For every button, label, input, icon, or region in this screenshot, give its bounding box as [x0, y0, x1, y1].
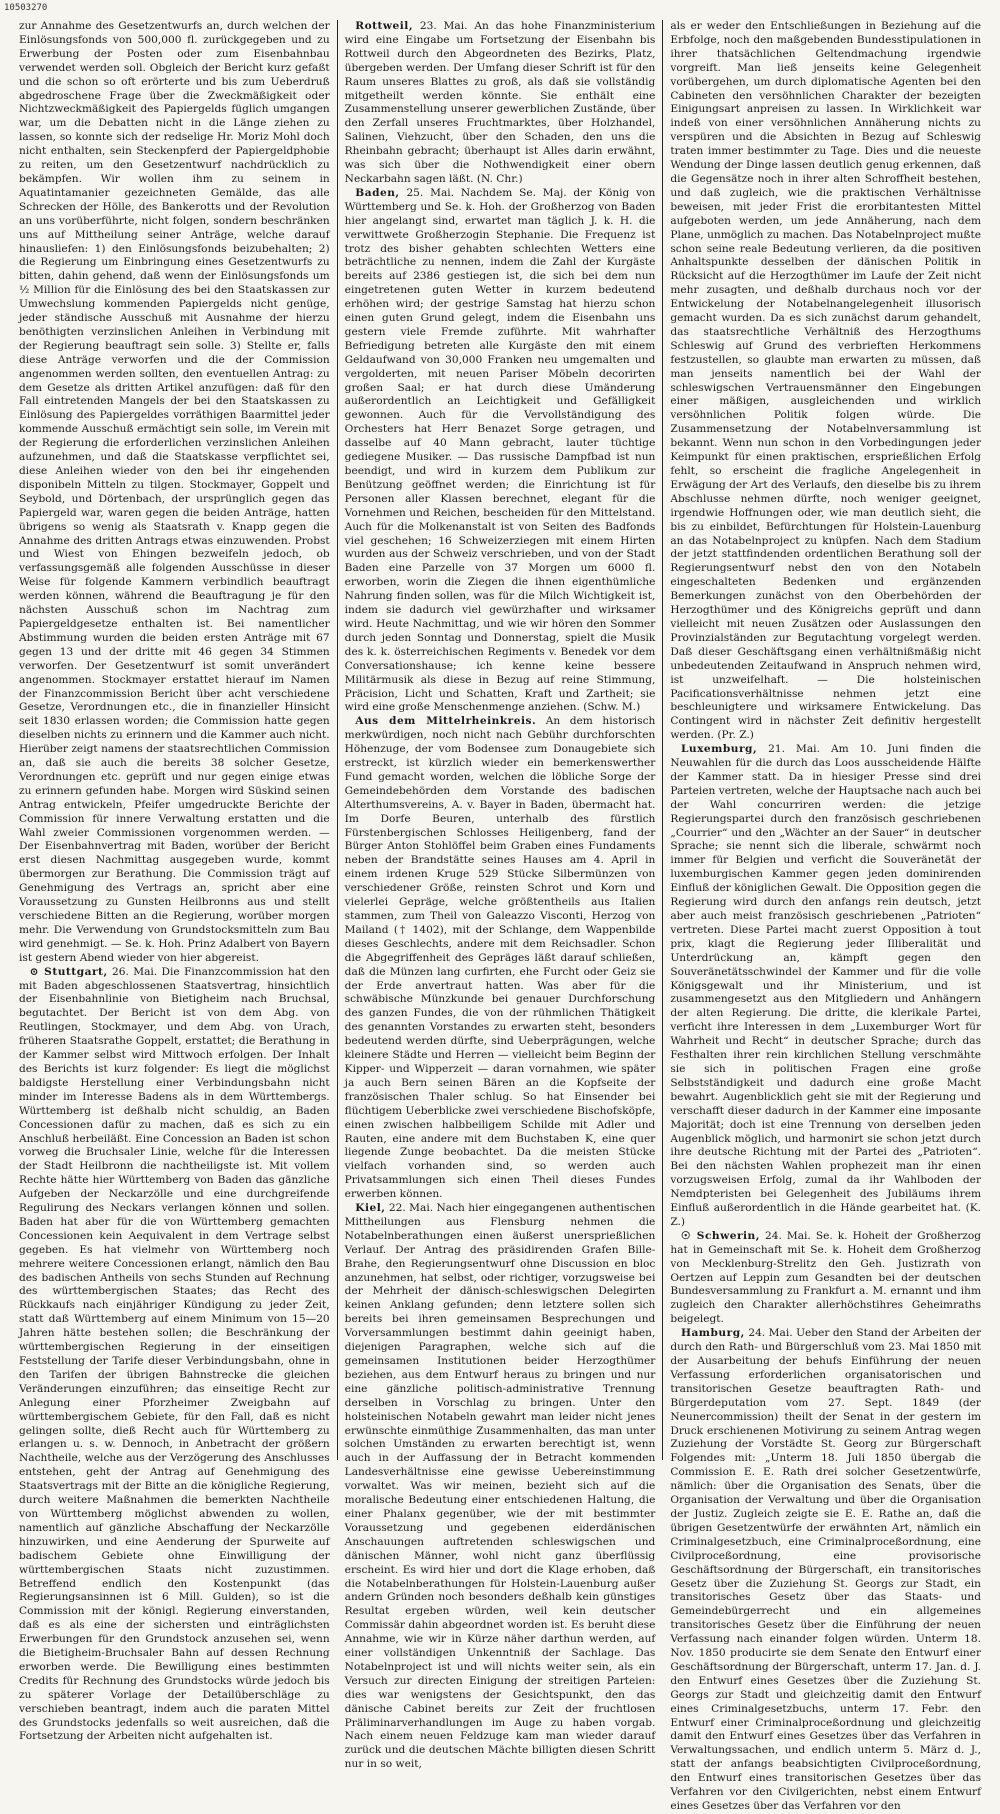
- article-paragraph: [19, 20, 330, 966]
- article-text: 22. Mai. Nach hier eingegangenen authentischen Mittheilungen aus Flensburg nehmen die Notabelnberathungen einen äußerst unersprießlichen Verlauf. Der Antrag des präsidirenden Grafen Bille-Brahe, den Regierungsentwurf ohne Discussion en bloc anzunehmen, hat selbst, oder richtiger, vorzugsweise bei der Mehrheit der dänisch-schleswigschen Delegirten keinen Anklang gefunden; denn letztere sollen sich bereits bei ihren gemeinsamen Besprechungen und Vorversammlungen bestimmt dahin geeinigt haben, diejenigen Paragraphen, welche sich auf die gemeinsamen Institutionen beider Herzogthümer beziehen, aus dem Entwurf heraus zu bringen und nur eine gänzliche politisch-administrative Trennung derselben in Vorschlag zu bringen. Unter den holsteinischen Notabeln gewahrt man leider nicht jenes erwünschte einmüthige Zusammenhalten, das man unter solchen Umständen zu erwarten berechtigt ist, wenn auch in der Auffassung der in Betracht kommenden Landesverhältnisse eine gewisse Uebereinstimmung vorwaltet. Was wir meinen, bezieht sich auf die moralische Bedeutung einer entschiedenen Haltung, die einer Phalanx gegenüber, wie der mit bestimmter Voraussetzung und gegebenen eiderdänischen Anschauungen auftretenden schleswigschen und dänischen Männer, wohl nicht ganz überflüssig erscheint. Es wird hier und dort die Klage erhoben, daß die Notabelnberathungen für Holstein-Lauenburg außer andern Gründen noch besonders deßhalb kein günstiges Resultat ergeben würden, weil kein deutscher Commissär dahin abgeordnet worden ist. Es beruht diese Annahme, wie wir in Kürze näher darthun werden, auf einer vollständigen Unkenntniß der Sachlage. Das Notabelnproject ist und will nichts weiter sein, als ein Versuch zur directen Einigung der streitigen Parteien: dies war wenigstens der Gesichtspunkt, den das dänische Cabinet bereits zur Zeit der fruchtlosen Präliminarverhandlungen im Auge zu haben vorgab. Nach einem neuen Feldzuge kam man wieder darauf zurück und die deutschen Mächte billigten diesen Schritt nur in so weit,: [344, 1202, 656, 1771]
- article-text: 24. Mai. Ueber den Stand der Arbeiten der durch den Rath- und Bürgerschluß vom 23. Mai 1850 mit der Ausarbeitung der behufs Einführung der neuen Verfassung erforderlichen organisatorischen und transitorischen Gesetze beauftragten Rath- und Bürgerdeputation vom 27. Sept. 1849 (der Neunercommission) theilt der Senat in der gestern im Druck erschienenen Motivirung zu seinem Antrag wegen Zuziehung der Vorstädte St. Georg zur Bürgerschaft Folgendes mit: „Unterm 18. Juli 1850 übergab die Commission E. E. Rath drei solcher Gesetzentwürfe, nämlich: über die Organisation des Senats, über die Organisation der Verwaltung und über die Organisation der Justiz. Zugleich zeigte sie E. E. Rathe an, daß die übrigen Gesetzentwürfe der erwähnten Art, nämlich ein Criminalgesetzbuch, eine Criminalproceßordnung, eine Civilproceßordnung, eine provisorische Geschäftsordnung der Bürgerschaft, ein transitorisches Gesetz über die Zuziehung St. Georgs zur Stadt, ein transitorisches Gesetz über das Staats- und Gemeindebürgerrecht und ein allgemeines transitorisches Gesetz über die Einführung der neuen Verfassung nach einander folgen würden. Unterm 18. Nov. 1850 producirte sie dem Senate den Entwurf einer Geschäftsordnung der Bürgerschaft, unterm 17. Jan. d. J. den Entwurf eines Gesetzes über die Zuziehung St. Georgs zur Stadt und gleichzeitig damit den Entwurf eines Criminalgesetzbuchs, unterm 17. Febr. den Entwurf einer Criminalproceßordnung und gleichzeitig damit den Entwurf eines Gesetzes über das Verfahren in Verwaltungssachen, und endlich unterm 5. März d. J., statt der anfangs beabsichtigten Civilproceßordnung, den Entwurf eines transitorischen Gesetzes über das Verfahren vor den Civilgerichten, nebst einem Entwurf eines Gesetzes über das Verfahren vor den: [670, 1327, 982, 1812]
- article-paragraph: [670, 20, 981, 743]
- article-paragraph: [19, 966, 330, 1745]
- newspaper-columns: [12, 20, 988, 1812]
- dateline: ⊙ Stuttgart,: [29, 965, 108, 978]
- article-paragraph: [345, 715, 656, 1202]
- article-text: 26. Mai. Die Finanzcommission hat den mit Baden abgeschlossenen Staatsvertrag, hinsichtlich der Eisenbahnlinie von Bietigheim nach Bruchsal, begutachtet. Der Bericht ist von dem Abg. von Reutlingen, Stockmayer, und dem Abg. von Urach, früheren Staatsrathe Goppelt, erstattet; die Berathung in der Kammer selbst wird Mittwoch erfolgen. Der Inhalt des Berichts ist kurz folgender: Es liegt die möglichst baldigste Herstellung einer Verbindungsbahn nicht minder im Interesse Badens als in dem Württembergs. Württemberg ist deßhalb nicht schuldig, an Baden Concessionen dafür zu machen, daß es sich zu ein Anschluß herbeiläßt. Eine Concession an Baden ist schon vorweg die Bruchsaler Linie, welche für die Interessen der Stadt Heilbronn die nachtheiligste ist. Mit vollem Rechte hätte hier Württemberg von Baden das gänzliche Aufgeben der Neckarzölle und eine durchgreifende Regulirung des Neckars verlangen können und sollen. Baden hat aber für die von Württemberg gemachten Concessionen kein Aequivalent in dem Vertrage selbst gegeben. Es hat vielmehr von Württemberg noch mehrere weitere Concessionen erlangt, nämlich den Bau des badischen Antheils von sechs Stunden auf Rechnung des württembergischen Staates; das Recht des Rückkaufs nach einjähriger Kündigung zu jeder Zeit, statt daß Württemberg auf einem Minimum von 15—20 Jahren hätte bestehen sollen; die Beschränkung der württembergischen Regierung in der einseitigen Feststellung der Tarife dieser Verbindungsbahn, ohne in den Tarifen der übrigen Bahnstrecke die gleichen Veränderungen einzuführen; das einseitige Recht zur Anlegung einer Pforzheimer Zweigbahn auf württembergischem Gebiete, für den Fall, daß es nicht gelingen sollte, dieß Recht auch für Württemberg zu erlangen u. s. w. Dennoch, in Anbetracht der größern Nachtheile, welche aus der Verzögerung des Anschlusses entstehen, geht der Antrag auf Genehmigung des Staatsvertrags mit der Bitte an die königliche Regierung, durch weitere Maßnahmen die bemerkten Nachtheile von Württemberg möglichst abwenden zu wollen, namentlich auf gänzliche Abschaffung der Neckarzölle hinzuwirken, und eine Aenderung der Spurweite auf badischem Gebiete ohne Einwilligung der württembergischen Staats nicht zuzustimmen. Betreffend endlich den Kostenpunkt (das Regierungsansinnen ist 6 Mill. Gulden), so ist die Commission mit der königl. Regierung einverstanden, daß es als eine der sichersten und einträglichsten Erwerbungen für den Grundstock anzusehen sei, wenn die Bietigheim-Bruchsaler Bahn auf dessen Rechnung erworben werde. Die Bewilligung eines bestimmten Credits für Rechnung des Grundstocks würde jedoch bis zu späterer Vorlage der Detailüberschläge zu verschieben beantragt, indem auch die paraten Mittel des Grundstocks jedenfalls so weit ausreichen, daß die Fortsetzung der Arbeiten nicht aufgehalten ist.: [19, 965, 330, 1743]
- article-paragraph: [670, 743, 981, 1230]
- page-id: 10503270: [4, 3, 48, 13]
- article-text: als er weder den Entschließungen in Beziehung auf die Erbfolge, noch den maßgebenden Bundesstipulationen in ihrer thatsächlichen Geltendmachung irgendwie vorgreift. Man ließ jenseits keine Gelegenheit vorübergehen, um durch diplomatische Agenten bei den Cabineten den versöhnlichen Charakter der bezeigten Einigungsart anpreisen zu lassen. In Wirklichkeit war indeß von einer versöhnlichen Annäherung nichts zu verspüren und die Absichten in Bezug auf Schleswig traten immer bestimmter zu Tage. Dies und die neueste Wendung der Dinge lassen deutlich genug erkennen, daß die Gegensätze noch in ihrer alten Schroffheit bestehen, und daß zugleich, wie die praktischen Verhältnisse beweisen, mit jeder Frist die erorbitantesten Mittel aufgeboten werden, um jede Annäherung, nach dem Plane, unmöglich zu machen. Das Notabelnproject mußte schon seine reale Bedeutung verlieren, da die positiven Anhaltspunkte desselben der dänischen Politik in Rücksicht auf die Herzogthümer im Laufe der Zeit nicht mehr zusagten, und deßhalb durchaus noch vor der Entwickelung der Notabelnangelegenheit illusorisch gemacht wurden. Da es sich zunächst darum gehandelt, das staatsrechtliche Verhältniß des Herzogthums Schleswig auf Grund des verbrieften Herkommens festzustellen, so glaubte man erwarten zu müssen, daß man jenseits namentlich bei der Wahl der schleswigschen Vertrauensmänner den Eingebungen einer mäßigen, ausgleichenden und wirklich versöhnlichen Politik folgen würde. Die Zusammensetzung der Notabelnversammlung ist bekannt. Wenn nun schon in den Vorbedingungen jeder Keimpunkt für einen praktischen, ersprießlichen Erfolg fehlt, so erscheint die fragliche Angelegenheit in Erwägung der Art des Verlaufs, den dieselbe bis zu ihrem Abschlusse nehmen dürfte, noch weniger geeignet, irgendwie Hoffnungen oder, wie man deutlich sieht, die bis zu einbildet, Befürchtungen für Holstein-Lauenburg an das Notabelnproject zu knüpfen. Nach dem Stadium der jetzt stattfindenden ordentlichen Berathung soll der Regierungsentwurf nebst den von den Notabeln eingeschalteten Bedenken und ergänzenden Bemerkungen zunächst von den Oberbehörden der Herzogthümer und des Königreichs geprüft und dann vielleicht mit neuen Zusätzen oder Auslassungen den Provinzialständen zur Begutachtung vorgelegt werden. Daß dieser Geschäftsgang einen verhältnißmäßig nicht unbedeutenden Zeitaufwand in Anspruch nehmen wird, ist unzweifelhaft. — Die holsteinischen Pacificationsverhältnisse nehmen jetzt eine beschleunigtere und wirksamere Entwickelung. Das Contingent wird in nächster Zeit definitiv hergestellt werden. (Pr. Z.): [670, 20, 982, 742]
- column-2: [337, 20, 663, 1771]
- article-paragraph: [345, 1202, 656, 1772]
- article-paragraph: [670, 1230, 981, 1327]
- article-text: 25. Mai. Nachdem Se. Maj. der König von Württemberg und Se. k. Hoh. der Großherzog von Baden hier angelangt sind, erwartet man täglich J. k. H. die verwittwete Großherzogin Stephanie. Die Frequenz ist trotz des bisher gehabten schlechten Wetters eine beträchtliche zu nennen, indem die Zahl der Kurgäste bereits auf 2386 gestiegen ist, die sich bei dem nun eingetretenen guten Wetter in kurzem bedeutend erhöhen wird; der gestrige Samstag hat hierzu schon einen guten Grund gelegt, indem die Eisenbahn uns gestern viele Fremde zuführte. Mit wahrhafter Befriedigung betreten alle Kurgäste den mit einem Geldaufwand von 30,000 Franken neu umgemalten und vergolderten, mit neuen Pariser Möbeln decorirten großen Saal; er hat durch diese Umänderung außerordentlich an Leichtigkeit und Gefälligkeit gewonnen. Auch für die Vervollständigung des Orchesters hat Herr Benazet Sorge getragen, und dasselbe auf 40 Mann gebracht, lauter tüchtige gediegene Musiker. — Das russische Dampfbad ist nun beendigt, und wird in kurzem dem Publikum zur Benützung geöffnet werden; die Einrichtung ist für Personen aller Klassen berechnet, elegant für die Vornehmen und Reichen, bescheiden für den Mittelstand. Auch für die Molkenanstalt ist von Seiten des Badfonds viel geschehen; 16 Schweizerziegen mit einem Hirten wurden aus der Schweiz verschrieben, und von der Stadt Baden eine Parzelle von 37 Morgen um 6000 fl. erworben, worin die Ziegen die ihnen eigenthümliche Nahrung finden sollen, was für die Milch Wichtigkeit ist, indem sie dadurch viel gewürzhafter und wirksamer wird. Heute Nachmittag, und wie wir hören den Sommer durch jeden Sonntag und Donnerstag, spielt die Musik des k. k. österreichischen Regiments v. Benedek vor dem Conversationshause; ich kenne keine bessere Militärmusik als diese in Bezug auf reine Stimmung, Präcision, Licht und Schatten, Kraft und Zartheit; sie wird eine große Menschenmenge anziehen. (Schw. M.): [344, 186, 656, 714]
- article-text: 24. Mai. Se. k. Hoheit der Großherzog hat in Gemeinschaft mit Se. k. Hoheit dem Großherzog von Mecklenburg-Strelitz den Geh. Justizrath von Oertzen auf Leppin zum Gesandten bei der deutschen Bundesversammlung zu Frankfurt a. M. ernannt und ihm zugleich den Charakter allerhöchstihres Geheimraths beigelegt.: [670, 1229, 982, 1326]
- dateline: Baden,: [355, 186, 400, 199]
- article-text: 23. Mai. An das hohe Finanzministerium wird eine Eingabe um Fortsetzung der Eisenbahn bis Rottweil durch den Abgeordneten des Bezirks, Platz, übergeben werden. Der Umfang dieser Schrift ist für den Raum unseres Blattes zu groß, als daß sie vollständig mitgetheilt werden könnte. Sie enthält eine Zusammenstellung unserer gewerblichen Zustände, über den Zerfall unseres Fruchtmarktes, über Holzhandel, Salinen, Viehzucht, über den Schaden, den uns die Rheinbahn gebracht; überhaupt ist Alles darin erwähnt, was sich über die Nothwendigkeit einer obern Neckarbahn sagen läßt. (N. Chr.): [344, 20, 656, 185]
- column-3: [662, 20, 988, 1812]
- column-1: [12, 20, 337, 1743]
- dateline: Aus dem Mittelrheinkreis.: [355, 715, 537, 728]
- article-text: 21. Mai. Am 10. Juni finden die Neuwahlen für die durch das Loos ausscheidende Hälfte der Kammer statt. Da in hiesiger Presse sind drei Parteien vertreten, welche der Hauptsache nach auch bei der Wahl concurriren werden: die jetzige Regierungspartei durch den französisch geschriebenen „Courrier“ und den „Wächter an der Sauer“ in deutscher Sprache; sie nennt sich die liberale, schwärmt noch immer für Belgien und verficht die Souveränetät der luxemburgischen Kammer gegen jeden dominirenden Einfluß der königlichen Gewalt. Die Opposition gegen die Regierung wird durch den anfangs rein deutsch, jetzt aber auch meist französisch geschriebenen „Patrioten“ vertreten. Diese Partei macht zuerst Opposition à tout prix, klagt die Regierung jeder Illiberalität und Unterdrückung an, kämpft gegen den Souveränetätsschwindel der Kammer und für die volle Königsgewalt und ihr Ministerium, und ist zusammengesetzt aus den Mitgliedern und Anhängern der alten Regierung. Die dritte, die klerikale Partei, verficht ihre Interessen in dem „Luxemburger Wort für Wahrheit und Recht“ in deutscher Sprache; durch das Festhalten ihrer rein kirchlichen Stellung verschmähte sie sich in politischen Fragen eine große Selbstständigkeit und dadurch eine große Macht bewahrt. Augenblicklich geht sie mit der Regierung und verschafft dieser dadurch in der Kammer eine imposante Majorität; doch ist eine Trennung von derselben jeden Augenblick möglich, und harmonirt sie schon jetzt durch ihre deutsche Richtung mit der Partei des „Patrioten“. Bei den nächsten Wahlen prophezeit man ihr einen vorzugsweisen Erfolg, zumal da ihr Wahlboden der Nemdpteristen bei Gelegenheit des Jubiläums ihrem Einfluß außerordentlich in die Hände gearbeitet hat. (K. Z.): [670, 743, 982, 1228]
- dateline: Hamburg,: [680, 1327, 745, 1340]
- dateline: Rottweil,: [355, 20, 414, 32]
- dateline: Kiel,: [355, 1202, 386, 1215]
- dateline: Luxemburg,: [680, 743, 758, 756]
- article-paragraph: [670, 1327, 981, 1814]
- article-text: zur Annahme des Gesetzentwurfs an, durch welchen der Einlösungsfonds von 500,000 fl. zurückgegeben und zu Erwerbung der Posten oder zum Eisenbahnbau verwendet werden soll. Obgleich der Bericht kurz gefaßt und die schon so oft erörterte und bis zum Ueberdruß abgedroschene Frage über die Zweckmäßigkeit oder Nichtzweckmäßigkeit des Papiergelds füglich umgangen war, um die Debatten nicht in die Länge ziehen zu lassen, so konnte sich der redselige Hr. Moriz Mohl doch nicht enthalten, sein Steckenpferd der Papiergeldphobie zu reiten, um den Gesetzentwurf nachdrücklich zu bekämpfen. Wir wollen ihm zu seinem in Aquatintamanier gezeichneten Gemälde, das alle Schrecken der Hölle, des Bankerotts und der Revolution an uns vorüberführte, nicht folgen, sondern beschränken uns auf Mittheilung seiner Anträge, welche darauf hinausliefen: 1) den Einlösungsfonds beizubehalten; 2) die Regierung um Einbringung eines Gesetzentwurfs zu bitten, dahin gehend, daß wenn der Einlösungsfonds um ½ Million für die Einlösung des bei den Staatskassen zur Umwechslung kommenden Papiergelds nicht genüge, jeder ständische Ausschuß mit Ausnahme der hierzu benöthigten verzinslichen Anleihen in Verbindung mit der Regierung beauftragt sein solle. 3) Stellte er, falls diese Anträge verworfen und die der Commission angenommen werden sollten, den eventuellen Antrag: zu dem Gesetze als dritten Artikel anzufügen: daß für den Fall eintretenden Mangels der bei den Staatskassen zu Einlösung des Papiergeldes vorräthigen Baarmittel jeder kommende Ausschuß ermächtigt sein solle, im Verein mit der Regierung die erforderlichen verzinslichen Anleihen aufzunehmen, und daß die Staatskasse verpflichtet sei, diese Anleihen wieder von den bei ihr eingehenden disponibeln Mitteln zu tilgen. Stockmayer, Goppelt und Seybold, und Dörtenbach, der ursprünglich gegen das Papiergeld war, waren gegen die beiden Anträge, hatten übrigens so wenig als Staatsrath v. Knapp gegen die Annahme des dritten Antrags etwas einzuwenden. Probst und Wiest von Ehingen bezweifeln jedoch, ob verfassungsgemäß alle folgenden Ausschüsse in dieser Weise für folgende Kammern verbindlich beauftragt werden können, während die Beauftragung je für den nächsten Ausschuß schon im Nachtrag zum Papiergeldgesetze enthalten ist. Bei namentlicher Abstimmung wurden die beiden ersten Anträge mit 67 gegen 13 und der dritte mit 46 gegen 34 Stimmen verworfen. Der Gesetzentwurf ist somit unverändert angenommen. Stockmayer erstattet hierauf im Namen der Finanzcommission Bericht über acht verschiedene Gesetze, Verordnungen etc., die in finanzieller Hinsicht seit 1830 erlassen worden; die Commission hatte gegen dieselben nichts zu erinnern und die Kammer auch nicht. Hierüber zeigt namens der staatsrechtlichen Commission an, daß sie auch die bereits 38 solcher Gesetze, Verordnungen etc. geprüft und nur gegen einige etwas zu erinnern gefunden habe. Morgen wird Süskind seinen Antrag entwickeln, Pfeifer umgedruckte Berichte der Commission für innere Verwaltung erstatten und die Wahl zweier Commissionen vorgenommen werden. — Der Eisenbahnvertrag mit Baden, worüber der Bericht erst diesen Nachmittag ausgegeben wurde, kommt übermorgen zur Berathung. Die Commission trägt auf Genehmigung des Vertrags an, spricht aber eine Voraussetzung zu Gunsten Heilbronns aus und stellt verschiedene Bitten an die Regierung, worüber morgen mehr. Die Verwendung von Grundstocksmitteln zum Bau wird genehmigt. — Se. k. Hoh. Prinz Adalbert von Bayern ist gestern Abend wieder von hier abgereist.: [19, 20, 330, 964]
- article-text: An dem historisch merkwürdigen, noch nicht nach Gebühr durchforschten Höhenzuge, der vom Bodensee zum Donaugebiete sich erstreckt, ist kürzlich wieder ein bemerkenswerther Fund gemacht worden, welchen die löbliche Sorge der Gemeindebehörden dem Vorstande des badischen Alterthumsvereins, A. v. Bayer in Baden, übermacht hat. Im Dorfe Beuren, unterhalb des fürstlich Fürstenbergischen Schlosses Heiligenberg, fand der Bürger Anton Stohlöffel beim Graben eines Fundaments neben der Brandstätte seines Hauses am 4. April in einem irdenen Kruge 529 Stücke Silbermünzen von verschiedener Größe, reinsten Schrot und Korn und vielerlei Gepräge, welche größtentheils aus Italien stammen, zum Theil von Galeazzo Visconti, Herzog von Mailand († 1402), mit der Schlange, dem Wappenbilde dieses Geschlechts, andere mit dem Reichsadler. Schon die Abgegriffenheit des Gepräges läßt darauf schließen, daß die Münzen lang curfirten, ehe Furcht oder Geiz sie der Erde anvertraut hatten. Was aber für die schwäbische Münzkunde bei genauer Durchforschung des ganzen Fundes, die von der rühmlichen Thätigkeit des genannten Vorstandes zu erwarten steht, besonders bedeutend werden dürfte, sind Ueberprägungen, welche kleinere Städte und Herren — vielleicht beim Beginn der Kipper- und Wipperzeit — daran vornahmen, wie später ja auch Bern seinen Bären an die Kopfseite der französischen Thaler schlug. So hat Einsender bei flüchtigem Ueberblicke zwei verschiedene Bischofsköpfe, einen zwischen halbbeiligem Schilde mit Adler und Rauten, eine andere mit dem Buchstaben K, eine quer liegende Zunge beobachtet. Da die meisten Stücke vielfach vorhanden sind, so werden auch Privatsammlungen sich einen Theil dieses Fundes erwerben können.: [344, 715, 656, 1201]
- dateline: ☉ Schwerin,: [680, 1229, 760, 1242]
- article-paragraph: [345, 20, 656, 187]
- article-paragraph: [345, 187, 656, 715]
